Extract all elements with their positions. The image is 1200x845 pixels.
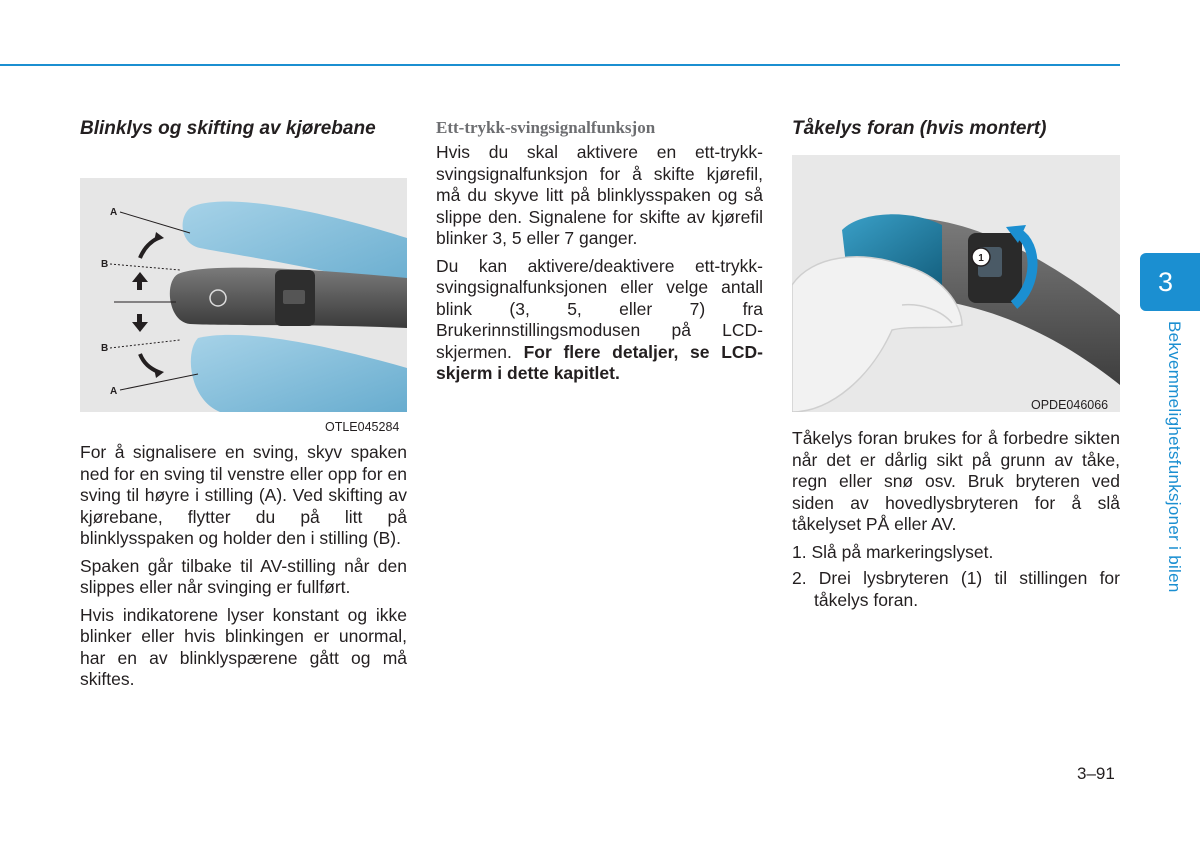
figure-label-a-bottom: A bbox=[110, 386, 118, 397]
paragraph: For å signalisere en sving, skyv spaken ned for en sving til venstre eller opp for en sving til høyre i stilling (A). Ved skifting av kjørebane, flytter du på litt på blinklysspaken og holder den i stilling (B). bbox=[80, 442, 407, 548]
paragraph: Tåkelys foran brukes for å forbedre sikten når det er dårlig sikt på grunn av tåke, regn eller snø osv. Bruk bryteren ved siden av hovedlysbryteren for å slå tåkelyset PÅ eller AV. bbox=[792, 428, 1120, 534]
figure-label-b-top: B bbox=[101, 259, 109, 270]
fog-light-steps bbox=[792, 542, 1120, 612]
page-number: 3–91 bbox=[1077, 764, 1115, 783]
left-column-body bbox=[80, 442, 407, 697]
paragraph-text: Du kan aktivere/deaktivere ett-trykk-svingsignalfunksjonen eller velge antall blink (3, 5, eller 7) fra Brukerinnstillingsmodusen på LCD-skjermen. bbox=[436, 255, 763, 362]
paragraph: Hvis indikatorene lyser konstant og ikke blinker eller hvis blinkingen er unormal, har en av blinklyspærene gått og må skiftes. bbox=[80, 604, 407, 689]
fog-light-switch-figure bbox=[792, 155, 1120, 412]
paragraph-bold-reference: For flere detaljer, se LCD-skjerm i dette kapitlet. bbox=[436, 341, 763, 383]
paragraph: Hvis du skal aktivere en ett-trykk-svingsignalfunksjon for å skifte kjørefil, må du skyve litt på blinklysspaken og så slippe den. Signalene for skifte av kjørefil blinker 3, 5 eller 7 ganger. bbox=[436, 142, 763, 248]
section-heading-front-fog-lights: Tåkelys foran (hvis montert) bbox=[792, 118, 1047, 139]
turn-signal-lever-illustration bbox=[80, 178, 407, 412]
subheading-one-touch-signal: Ett-trykk-svingsignalfunksjon bbox=[436, 118, 656, 137]
right-column bbox=[792, 118, 1120, 140]
left-column bbox=[80, 118, 407, 140]
figure-code-left: OTLE045284 bbox=[325, 420, 400, 434]
chapter-title: Bekvemmelighetsfunksjoner i bilen bbox=[1165, 321, 1184, 593]
figure-code-right: OPDE046066 bbox=[1031, 398, 1109, 412]
figure-label-b-bottom: B bbox=[101, 343, 109, 354]
section-heading-turn-signals: Blinklys og skifting av kjørebane bbox=[80, 118, 376, 139]
middle-column bbox=[436, 118, 763, 391]
top-rule bbox=[0, 64, 1120, 66]
chapter-tab: 3 bbox=[1140, 253, 1200, 311]
figure-label-a-top: A bbox=[110, 207, 118, 218]
list-item: 1. Slå på markeringslyset. bbox=[792, 541, 994, 562]
right-column-body bbox=[792, 428, 1120, 616]
turn-signal-lever-figure bbox=[80, 178, 407, 412]
fog-light-switch-illustration bbox=[792, 155, 1120, 412]
list-item: 2. Drei lysbryteren (1) til stillingen for tåkelys foran. bbox=[792, 568, 1120, 610]
paragraph bbox=[436, 256, 763, 385]
paragraph: Spaken går tilbake til AV-stilling når den slippes eller når svinging er fullført. bbox=[80, 555, 407, 597]
figure-marker-1: 1 bbox=[978, 253, 984, 264]
